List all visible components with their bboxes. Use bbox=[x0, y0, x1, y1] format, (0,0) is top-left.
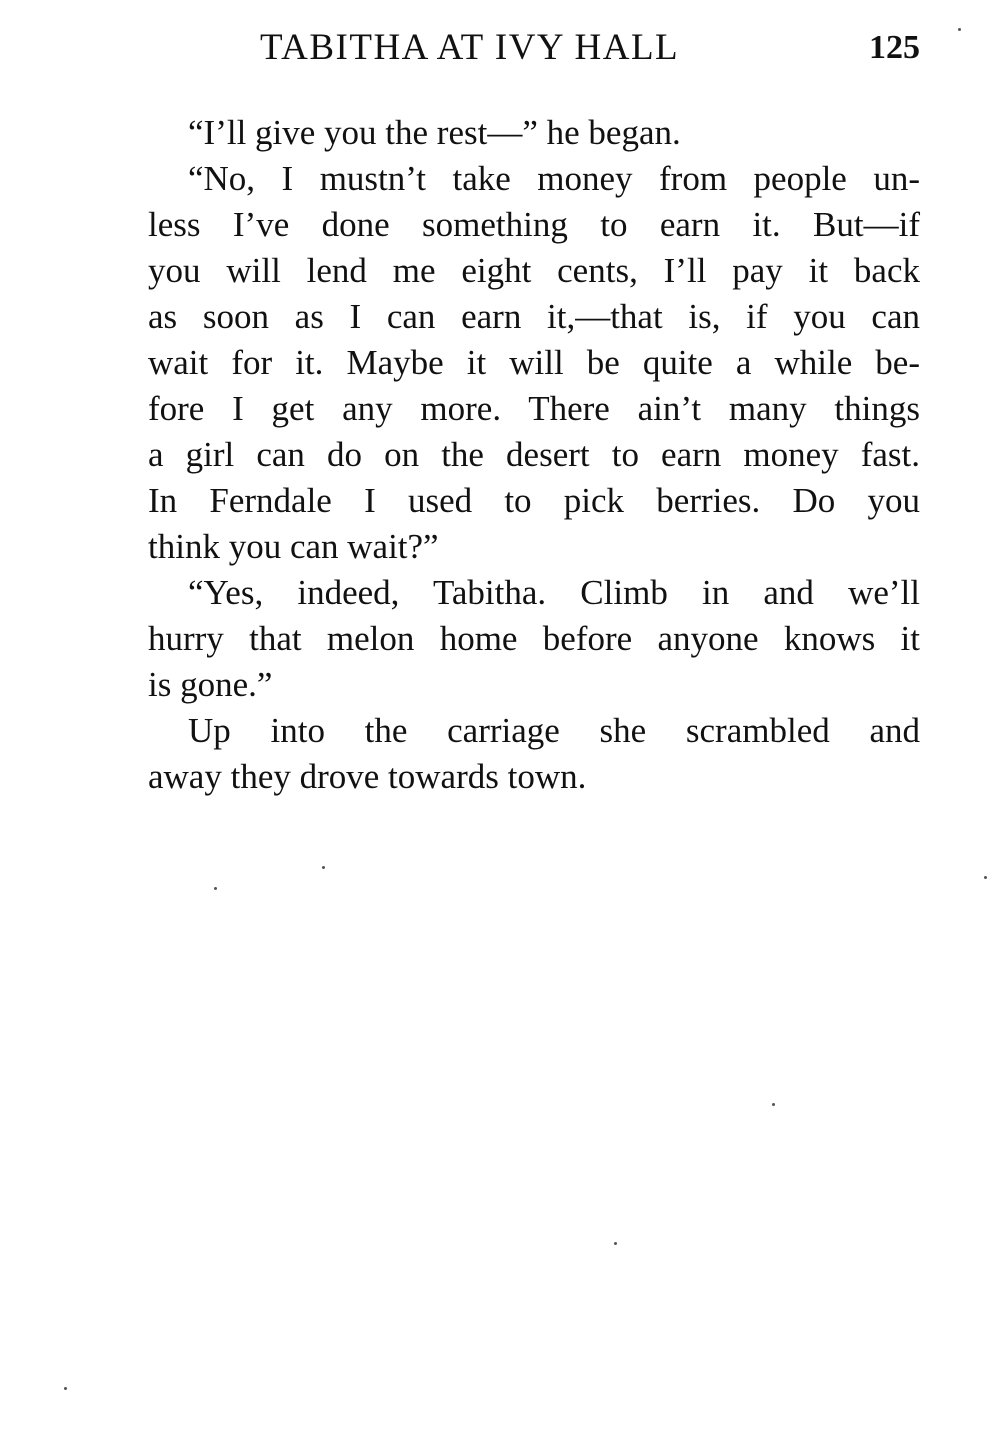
running-title: TABITHA AT IVY HALL bbox=[260, 27, 680, 68]
text-line: Up into the carriage she scrambled and bbox=[188, 711, 920, 750]
text-line: away they drove towards town. bbox=[148, 757, 587, 796]
text-line: fore I get any more. There ain’t many things bbox=[148, 389, 920, 428]
text-line: “Yes, indeed, Tabitha. Climb in and we’ll bbox=[188, 573, 920, 612]
scan-speck bbox=[614, 1242, 617, 1245]
body-text bbox=[148, 110, 920, 800]
text-line: less I’ve done something to earn it. But—if bbox=[148, 205, 920, 244]
text-line: is gone.” bbox=[148, 665, 273, 704]
text-line: as soon as I can earn it,—that is, if you can bbox=[148, 297, 920, 336]
text-line: you will lend me eight cents, I’ll pay it back bbox=[148, 251, 920, 290]
scan-speck bbox=[772, 1103, 775, 1106]
page-header bbox=[150, 22, 920, 74]
scan-speck bbox=[64, 1387, 67, 1390]
text-line: a girl can do on the desert to earn money fast. bbox=[148, 435, 920, 474]
page-number: 125 bbox=[869, 29, 920, 66]
scan-speck bbox=[322, 866, 325, 869]
text-line: In Ferndale I used to pick berries. Do you bbox=[148, 481, 920, 520]
scan-speck bbox=[214, 887, 217, 890]
text-line: wait for it. Maybe it will be quite a while be- bbox=[148, 343, 920, 382]
text-line: hurry that melon home before anyone knows it bbox=[148, 619, 920, 658]
text-line: “I’ll give you the rest—” he began. bbox=[188, 113, 681, 152]
scan-speck bbox=[958, 28, 961, 31]
scan-speck bbox=[984, 876, 987, 879]
text-line: think you can wait?” bbox=[148, 527, 439, 566]
text-line: “No, I mustn’t take money from people un- bbox=[188, 159, 920, 198]
